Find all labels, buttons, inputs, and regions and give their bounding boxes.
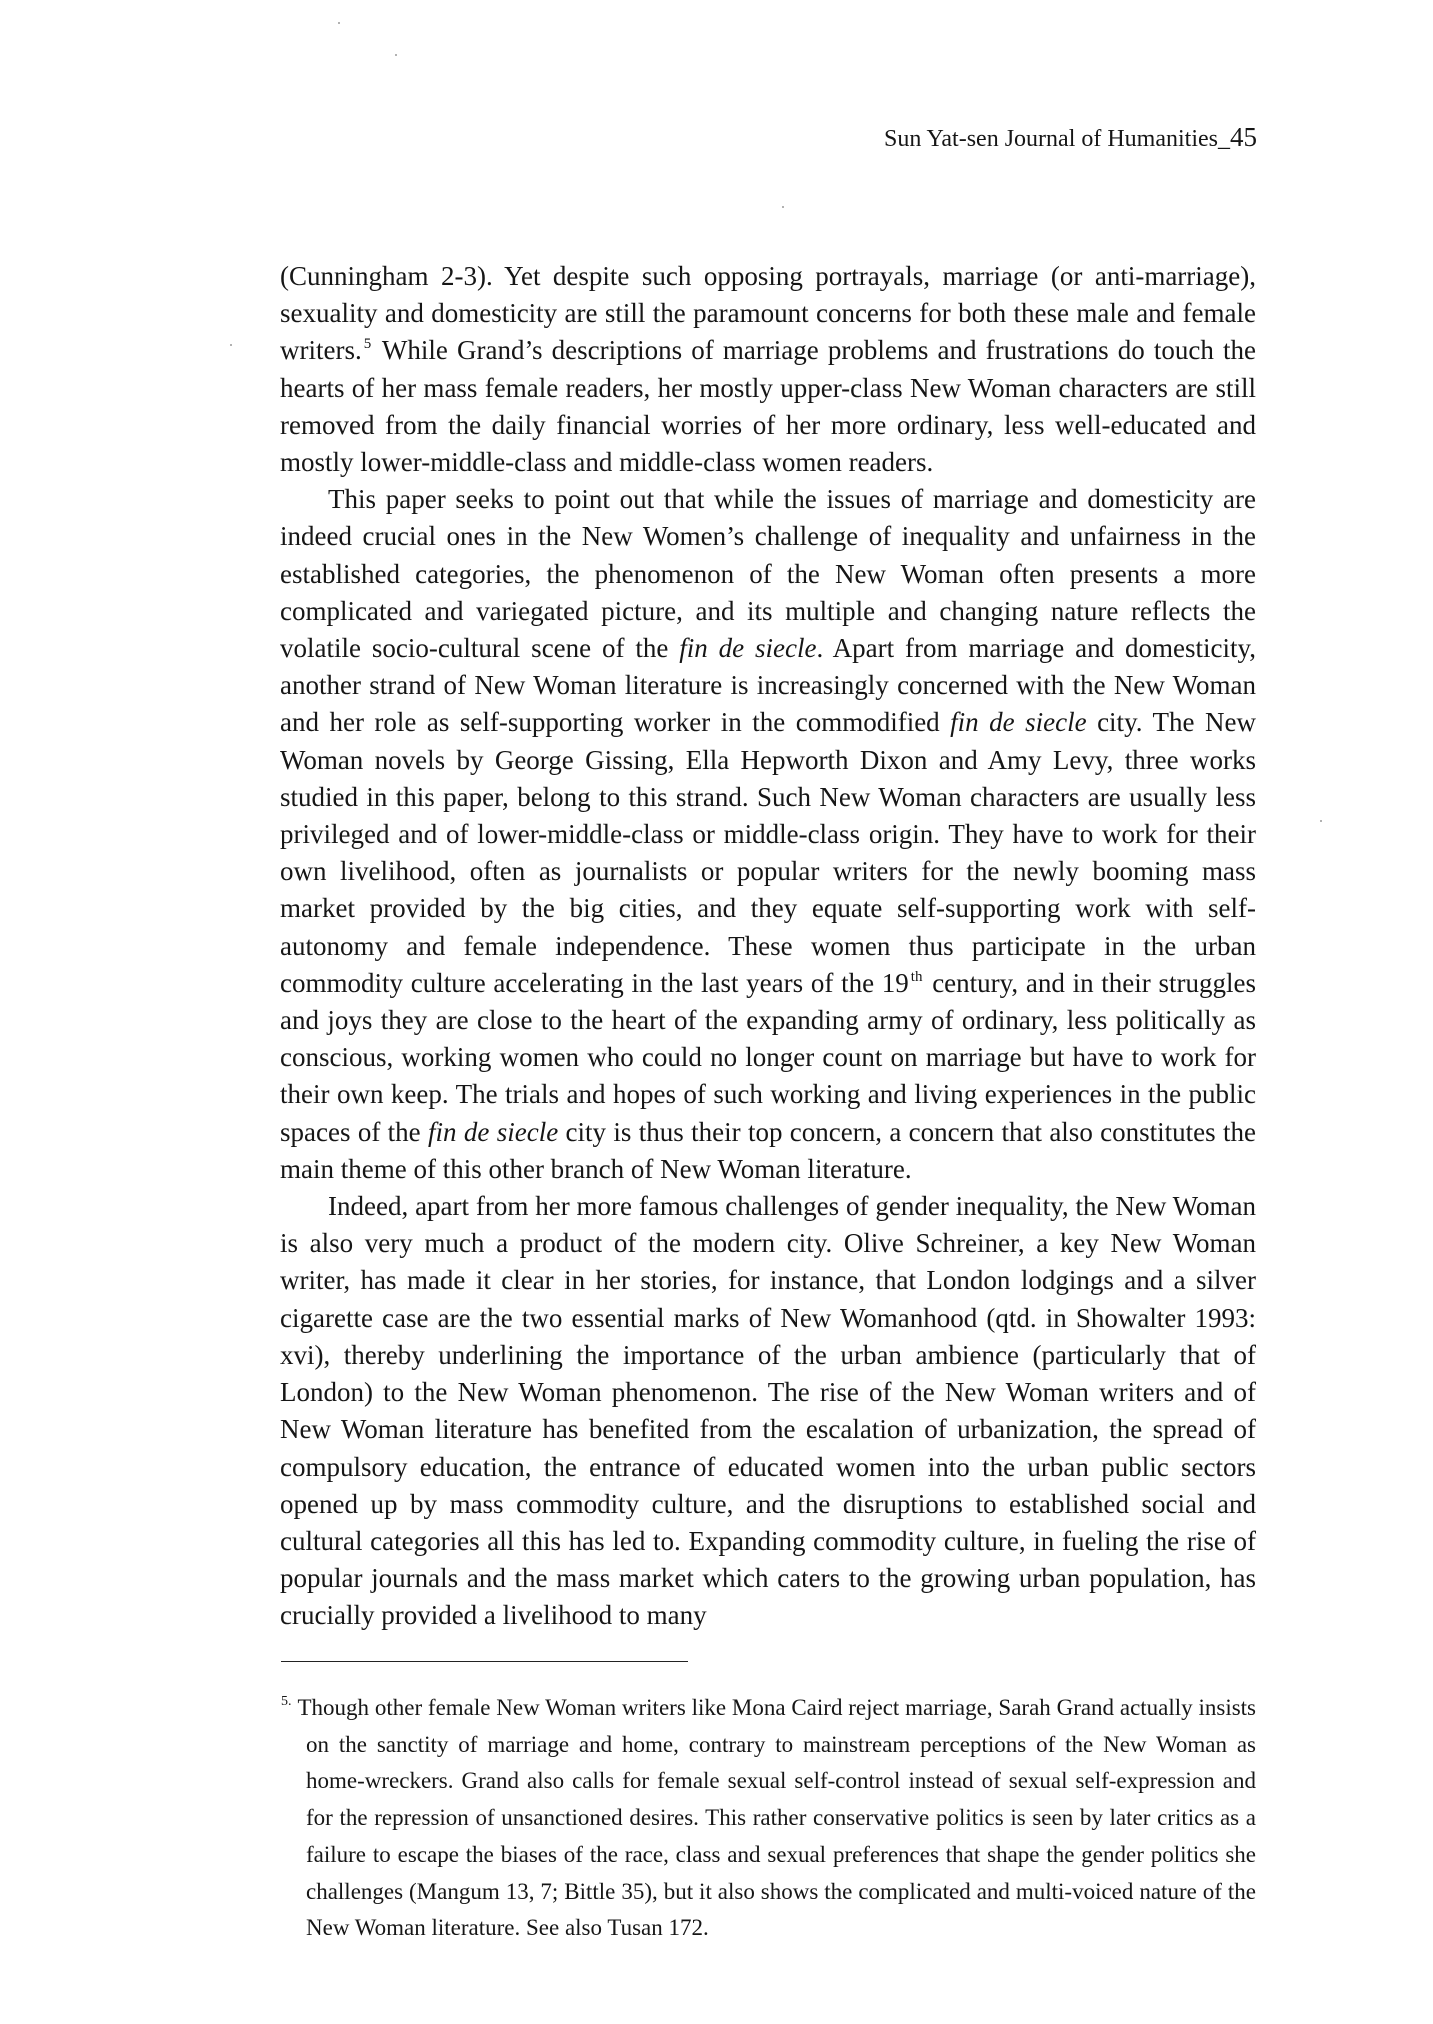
scan-speck <box>230 344 232 346</box>
page-number: 45 <box>1230 122 1257 152</box>
italic-term: fin de siecle <box>679 633 817 664</box>
footnote-marker: 5. <box>281 1694 292 1709</box>
journal-title: Sun Yat-sen Journal of Humanities_ <box>884 126 1230 152</box>
footnote-separator <box>281 1661 688 1662</box>
footnote-5 <box>281 1690 1256 1947</box>
paragraph-1: (Cunningham 2-3). Yet despite such opposing portrayals, marriage (or anti-marriage), sexuality and domesticity are still the paramount concerns for both these male and female writers. $^5$ While Grand’s descriptions of marriage problems and frustrations do touch the hearts of her mass female readers, her mostly upper-class New Woman characters are still removed from the daily financial worries of her more ordinary, less well-educated and mostly lower-middle-class and middle-class women readers. <box>280 261 1256 478</box>
body-text <box>280 258 1256 1635</box>
footnote-text: Though other female New Woman writers like Mona Caird reject marriage, Sarah Grand actually insists on the sanctity of marriage and home, contrary to mainstream perceptions of the New Woman as home-wreckers. Grand also calls for female sexual self-control instead of sexual self-expression and for the repression of unsanctioned desires. This rather conservative politics is seen by later critics as a failure to escape the biases of the race, class and sexual preferences that shape the gender politics she challenges (Mangum 13, 7; Bittle 35), but it also shows the complicated and multi-voiced nature of the New Woman literature. See also Tusan 172. <box>297 1695 1256 1941</box>
paragraph-3: Indeed, apart from her more famous challenges of gender inequality, the New Woman is also very much a product of the modern city. Olive Schreiner, a key New Woman writer, has made it clear in her stories, for instance, that London lodgings and a silver cigarette case are the two essential marks of New Womanhood (qtd. in Showalter 1993: xvi), thereby underlining the importance of the urban ambience (particularly that of London) to the New Woman phenomenon. The rise of the New Woman writers and of New Woman literature has benefited from the escalation of urbanization, the spread of compulsory education, the entrance of educated women into the urban public sectors opened up by mass commodity culture, and the disruptions to established social and cultural categories all this has led to. Expanding commodity culture, in fueling the rise of popular journals and the mass market which caters to the growing urban population, has crucially provided a livelihood to many <box>280 1191 1256 1631</box>
italic-term: fin de siecle <box>950 707 1087 738</box>
running-header <box>884 124 1257 151</box>
scan-speck <box>1320 820 1322 822</box>
paragraph-2: This paper seeks to point out that while the issues of marriage and domesticity are indeed crucial ones in the New Women’s challenge of inequality and unfairness in the established categories, the phenomenon of the New Woman often presents a more complicated and variegated picture, and its multiple and changing nature reflects the volatile socio-cultural scene of the fin de siecle. Apart from marriage and domesticity, another strand of New Woman literature is increasingly concerned with the New Woman and her role as self-supporting worker in the commodified fin de siecle city. The New Woman novels by George Gissing, Ella Hepworth Dixon and Amy Levy, three works studied in this paper, belong to this strand. Such New Woman characters are usually less privileged and of lower-middle-class or middle-class origin. They have to work for their own livelihood, often as journalists or popular writers for the newly booming mass market provided by the big cities, and they equate self-supporting work with self-autonomy and female independence. These women thus participate in the urban commodity culture accelerating in the last years of the 19 $^{th}$ century, and in their struggles and joys they are close to the heart of the expanding army of ordinary, less politically as conscious, working women who could no longer count on marriage but have to work for their own keep. The trials and hopes of such working and living experiences in the public spaces of the fin de siecle city is thus their top concern, a concern that also constitutes the main theme of this other branch of New Woman literature. <box>280 484 1257 1184</box>
scan-speck <box>782 206 784 208</box>
scan-speck <box>395 54 397 56</box>
scan-speck <box>338 22 340 24</box>
italic-term: fin de siecle <box>428 1116 559 1147</box>
footnote-reference: 5 <box>363 336 372 353</box>
ordinal-superscript: th <box>910 968 923 985</box>
